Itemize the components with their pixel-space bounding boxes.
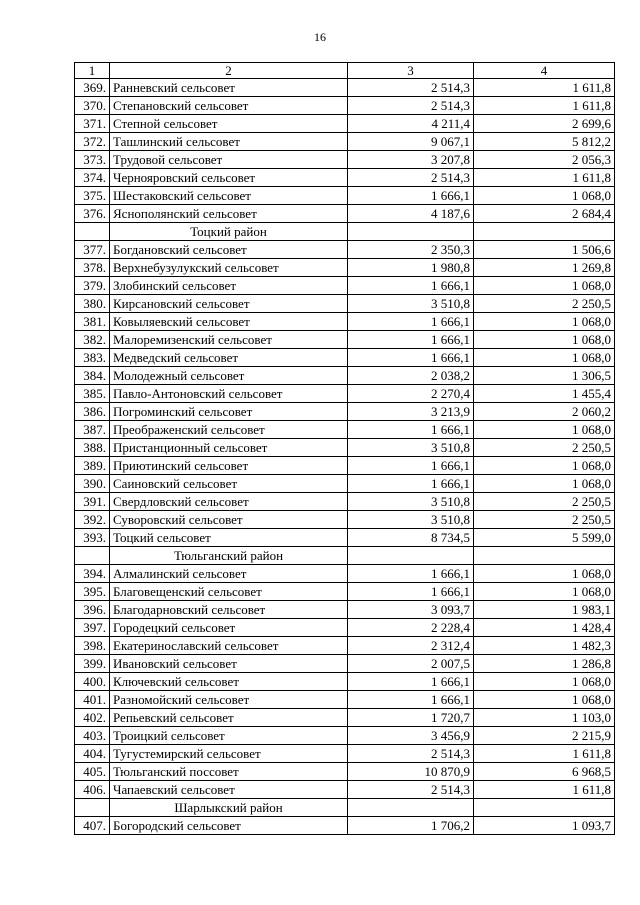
table-row [75, 421, 615, 439]
value-col4: 6 968,5 [474, 763, 615, 781]
value-col4: 1 068,0 [474, 421, 615, 439]
row-number: 376. [75, 205, 110, 223]
row-number: 369. [75, 79, 110, 97]
value-col3: 1 666,1 [348, 457, 474, 475]
district-row [75, 799, 615, 817]
settlement-name: Павло-Антоновский сельсовет [110, 385, 348, 403]
value-col4: 2 250,5 [474, 439, 615, 457]
row-number: 404. [75, 745, 110, 763]
table-row [75, 727, 615, 745]
value-cell-col3 [348, 223, 474, 241]
value-col3: 2 514,3 [348, 97, 474, 115]
value-col4: 2 215,9 [474, 727, 615, 745]
row-number-cell [75, 799, 110, 817]
header-col-1: 1 [75, 63, 110, 79]
value-col4: 2 250,5 [474, 493, 615, 511]
row-number: 374. [75, 169, 110, 187]
district-row [75, 547, 615, 565]
row-number: 378. [75, 259, 110, 277]
settlement-name: Молодежный сельсовет [110, 367, 348, 385]
row-number: 397. [75, 619, 110, 637]
value-col4: 1 093,7 [474, 817, 615, 835]
value-col4: 1 306,5 [474, 367, 615, 385]
value-cell-col4 [474, 799, 615, 817]
table-row [75, 385, 615, 403]
row-number: 377. [75, 241, 110, 259]
row-number: 386. [75, 403, 110, 421]
value-col4: 1 455,4 [474, 385, 615, 403]
value-col4: 1 068,0 [474, 331, 615, 349]
value-col3: 3 510,8 [348, 439, 474, 457]
header-col-4: 4 [474, 63, 615, 79]
value-col3: 3 510,8 [348, 295, 474, 313]
value-col3: 9 067,1 [348, 133, 474, 151]
settlement-name: Богородский сельсовет [110, 817, 348, 835]
row-number: 402. [75, 709, 110, 727]
value-col3: 2 514,3 [348, 79, 474, 97]
settlement-name: Чернояровский сельсовет [110, 169, 348, 187]
value-col4: 1 068,0 [474, 277, 615, 295]
value-col4: 2 684,4 [474, 205, 615, 223]
table-row [75, 475, 615, 493]
settlement-name: Чапаевский сельсовет [110, 781, 348, 799]
table-row [75, 331, 615, 349]
row-number: 395. [75, 583, 110, 601]
value-col3: 1 666,1 [348, 187, 474, 205]
settlement-name: Троицкий сельсовет [110, 727, 348, 745]
value-col4: 1 068,0 [474, 565, 615, 583]
value-col3: 2 228,4 [348, 619, 474, 637]
table-row [75, 205, 615, 223]
row-number: 372. [75, 133, 110, 151]
settlement-name: Трудовой сельсовет [110, 151, 348, 169]
settlement-name: Екатеринославский сельсовет [110, 637, 348, 655]
row-number: 371. [75, 115, 110, 133]
value-col3: 1 666,1 [348, 673, 474, 691]
value-col3: 1 666,1 [348, 565, 474, 583]
district-name: Тоцкий район [110, 223, 348, 241]
settlement-name: Тюльганский поссовет [110, 763, 348, 781]
table-row [75, 97, 615, 115]
value-col3: 3 213,9 [348, 403, 474, 421]
table-row [75, 817, 615, 835]
allocation-table [74, 62, 615, 835]
settlement-name: Богдановский сельсовет [110, 241, 348, 259]
value-col3: 1 720,7 [348, 709, 474, 727]
table-row [75, 709, 615, 727]
table-row [75, 565, 615, 583]
table-row [75, 673, 615, 691]
table-row [75, 691, 615, 709]
row-number: 394. [75, 565, 110, 583]
settlement-name: Ковыляевский сельсовет [110, 313, 348, 331]
value-cell-col3 [348, 547, 474, 565]
value-col3: 2 007,5 [348, 655, 474, 673]
table-row [75, 79, 615, 97]
value-col3: 1 666,1 [348, 313, 474, 331]
value-col4: 1 068,0 [474, 475, 615, 493]
settlement-name: Репьевский сельсовет [110, 709, 348, 727]
settlement-name: Злобинский сельсовет [110, 277, 348, 295]
row-number: 384. [75, 367, 110, 385]
value-col4: 1 068,0 [474, 313, 615, 331]
table-row [75, 241, 615, 259]
value-col4: 2 250,5 [474, 511, 615, 529]
settlement-name: Ташлинский сельсовет [110, 133, 348, 151]
row-number: 401. [75, 691, 110, 709]
row-number: 383. [75, 349, 110, 367]
value-col4: 2 699,6 [474, 115, 615, 133]
row-number: 385. [75, 385, 110, 403]
value-col4: 2 250,5 [474, 295, 615, 313]
value-col3: 2 350,3 [348, 241, 474, 259]
value-col4: 5 812,2 [474, 133, 615, 151]
table-row [75, 745, 615, 763]
value-col4: 1 611,8 [474, 781, 615, 799]
row-number: 380. [75, 295, 110, 313]
table-row [75, 781, 615, 799]
row-number: 381. [75, 313, 110, 331]
row-number: 393. [75, 529, 110, 547]
table-row [75, 259, 615, 277]
value-col4: 1 482,3 [474, 637, 615, 655]
value-col4: 5 599,0 [474, 529, 615, 547]
district-name: Тюльганский район [110, 547, 348, 565]
table-row [75, 169, 615, 187]
settlement-name: Ключевский сельсовет [110, 673, 348, 691]
value-col3: 1 666,1 [348, 349, 474, 367]
row-number: 403. [75, 727, 110, 745]
table-row [75, 619, 615, 637]
value-col4: 1 269,8 [474, 259, 615, 277]
value-col3: 3 510,8 [348, 493, 474, 511]
value-col4: 1 068,0 [474, 691, 615, 709]
row-number: 382. [75, 331, 110, 349]
value-col4: 1 611,8 [474, 745, 615, 763]
settlement-name: Степной сельсовет [110, 115, 348, 133]
settlement-name: Благовещенский сельсовет [110, 583, 348, 601]
value-col4: 1 611,8 [474, 169, 615, 187]
row-number: 400. [75, 673, 110, 691]
value-col3: 1 666,1 [348, 475, 474, 493]
settlement-name: Ивановский сельсовет [110, 655, 348, 673]
settlement-name: Пристанционный сельсовет [110, 439, 348, 457]
value-col4: 1 983,1 [474, 601, 615, 619]
table-row [75, 151, 615, 169]
district-row [75, 223, 615, 241]
settlement-name: Преображенский сельсовет [110, 421, 348, 439]
value-col3: 1 666,1 [348, 421, 474, 439]
row-number: 391. [75, 493, 110, 511]
settlement-name: Благодарновский сельсовет [110, 601, 348, 619]
table-row [75, 511, 615, 529]
table-row [75, 403, 615, 421]
settlement-name: Тоцкий сельсовет [110, 529, 348, 547]
value-col4: 1 068,0 [474, 187, 615, 205]
row-number: 392. [75, 511, 110, 529]
row-number: 389. [75, 457, 110, 475]
district-name: Шарлыкский район [110, 799, 348, 817]
row-number-cell [75, 547, 110, 565]
value-col3: 1 980,8 [348, 259, 474, 277]
table-row [75, 115, 615, 133]
value-col3: 4 211,4 [348, 115, 474, 133]
settlement-name: Саиновский сельсовет [110, 475, 348, 493]
table-row [75, 457, 615, 475]
row-number: 387. [75, 421, 110, 439]
row-number: 407. [75, 817, 110, 835]
value-cell-col4 [474, 547, 615, 565]
value-col3: 2 270,4 [348, 385, 474, 403]
settlement-name: Ранневский сельсовет [110, 79, 348, 97]
table-row [75, 763, 615, 781]
row-number: 405. [75, 763, 110, 781]
value-col3: 1 666,1 [348, 691, 474, 709]
table-row [75, 529, 615, 547]
row-number: 406. [75, 781, 110, 799]
table-row [75, 133, 615, 151]
table-row [75, 439, 615, 457]
settlement-name: Погроминский сельсовет [110, 403, 348, 421]
value-col4: 2 060,2 [474, 403, 615, 421]
value-col4: 1 611,8 [474, 97, 615, 115]
row-number: 379. [75, 277, 110, 295]
value-col4: 1 068,0 [474, 583, 615, 601]
table-header-row [75, 63, 615, 79]
value-col3: 1 706,2 [348, 817, 474, 835]
table-row [75, 601, 615, 619]
settlement-name: Алмалинский сельсовет [110, 565, 348, 583]
value-col4: 2 056,3 [474, 151, 615, 169]
value-col3: 2 514,3 [348, 169, 474, 187]
value-col4: 1 506,6 [474, 241, 615, 259]
table-body [75, 63, 615, 835]
settlement-name: Шестаковский сельсовет [110, 187, 348, 205]
header-col-2: 2 [110, 63, 348, 79]
value-col3: 1 666,1 [348, 583, 474, 601]
settlement-name: Малоремизенский сельсовет [110, 331, 348, 349]
value-col3: 2 514,3 [348, 745, 474, 763]
value-col4: 1 103,0 [474, 709, 615, 727]
row-number: 398. [75, 637, 110, 655]
value-col3: 2 038,2 [348, 367, 474, 385]
settlement-name: Разномойский сельсовет [110, 691, 348, 709]
value-col3: 8 734,5 [348, 529, 474, 547]
row-number: 375. [75, 187, 110, 205]
table-row [75, 637, 615, 655]
page-number: 16 [314, 30, 326, 44]
value-col4: 1 286,8 [474, 655, 615, 673]
value-col3: 2 312,4 [348, 637, 474, 655]
table-row [75, 277, 615, 295]
value-col4: 1 068,0 [474, 457, 615, 475]
value-col3: 10 870,9 [348, 763, 474, 781]
settlement-name: Приютинский сельсовет [110, 457, 348, 475]
value-col3: 3 510,8 [348, 511, 474, 529]
value-col4: 1 068,0 [474, 349, 615, 367]
table-row [75, 367, 615, 385]
table-row [75, 655, 615, 673]
value-col4: 1 068,0 [474, 673, 615, 691]
row-number: 396. [75, 601, 110, 619]
header-col-3: 3 [348, 63, 474, 79]
table-row [75, 583, 615, 601]
value-col3: 3 093,7 [348, 601, 474, 619]
settlement-name: Свердловский сельсовет [110, 493, 348, 511]
row-number: 390. [75, 475, 110, 493]
settlement-name: Медведский сельсовет [110, 349, 348, 367]
table-row [75, 187, 615, 205]
table-row [75, 349, 615, 367]
settlement-name: Тугустемирский сельсовет [110, 745, 348, 763]
settlement-name: Кирсановский сельсовет [110, 295, 348, 313]
value-col3: 4 187,6 [348, 205, 474, 223]
table-row [75, 295, 615, 313]
row-number: 388. [75, 439, 110, 457]
row-number-cell [75, 223, 110, 241]
value-col3: 3 207,8 [348, 151, 474, 169]
value-col3: 3 456,9 [348, 727, 474, 745]
value-col3: 2 514,3 [348, 781, 474, 799]
value-cell-col4 [474, 223, 615, 241]
settlement-name: Степановский сельсовет [110, 97, 348, 115]
value-col3: 1 666,1 [348, 277, 474, 295]
table-row [75, 313, 615, 331]
settlement-name: Суворовский сельсовет [110, 511, 348, 529]
settlement-name: Городецкий сельсовет [110, 619, 348, 637]
value-cell-col3 [348, 799, 474, 817]
settlement-name: Яснополянский сельсовет [110, 205, 348, 223]
value-col4: 1 611,8 [474, 79, 615, 97]
row-number: 399. [75, 655, 110, 673]
row-number: 373. [75, 151, 110, 169]
row-number: 370. [75, 97, 110, 115]
value-col4: 1 428,4 [474, 619, 615, 637]
settlement-name: Верхнебузулукский сельсовет [110, 259, 348, 277]
table-row [75, 493, 615, 511]
value-col3: 1 666,1 [348, 331, 474, 349]
